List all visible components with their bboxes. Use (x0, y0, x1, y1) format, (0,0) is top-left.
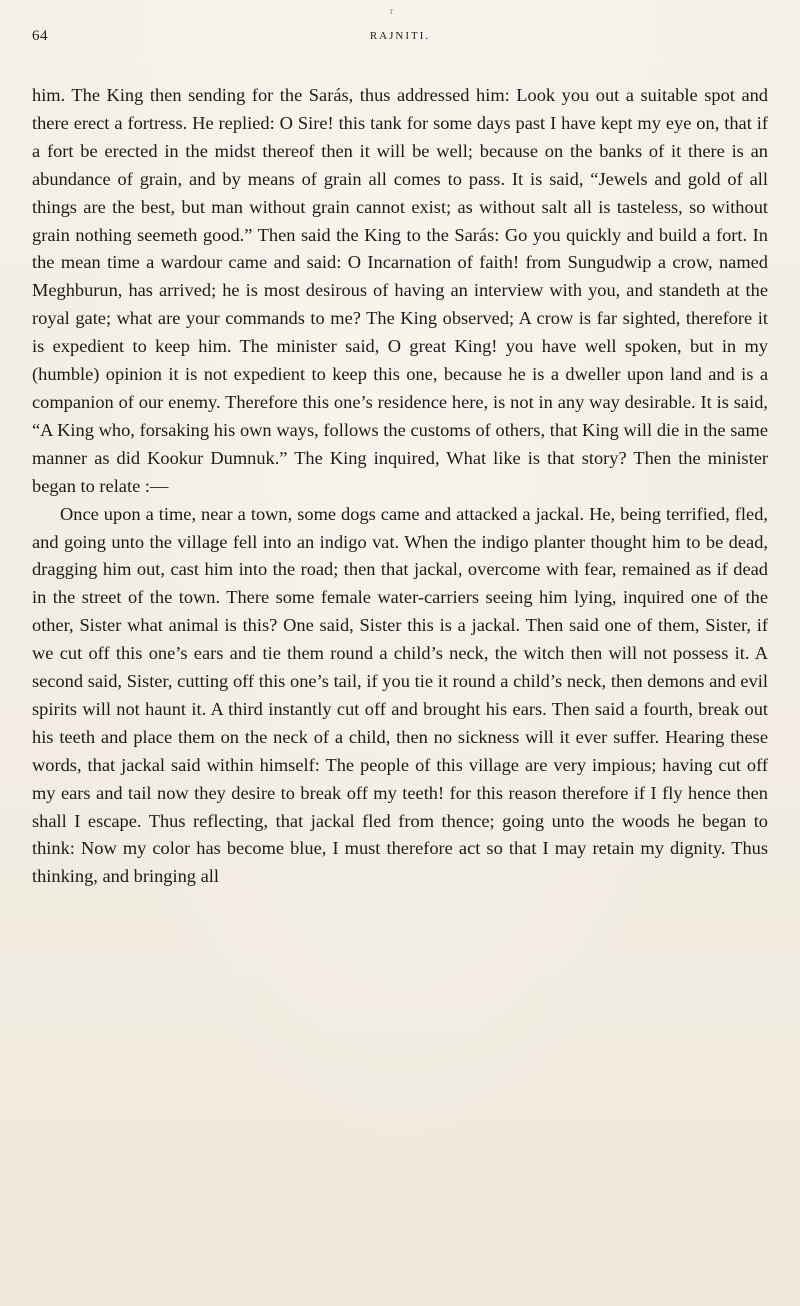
page-mark: r (390, 6, 394, 17)
body-text (32, 82, 768, 891)
paragraph-2: Once upon a time, near a town, some dogs came and attacked a jackal. He, being terrified, fled, and going unto the village fell into an indigo vat. When the indigo planter thought him to be dead, dragging him out, cast him into the road; then that jackal, overcome with fear, remained as if dead in the street of the town. There some female water-carriers seeing him lying, inquired one of the other, Sister what animal is this? One said, Sister this is a jackal. Then said one of them, Sister, if we cut off this one’s ears and tie them round a child’s neck, the witch then will not possess it. A second said, Sister, cutting off this one’s tail, if you tie it round a child’s neck, then demons and evil spirits will not haunt it. A third instantly cut off and brought his ears. Then said a fourth, break out his teeth and place them on the neck of a child, then no sickness will it ever suffer. Hearing these words, that jackal said within himself: The people of this village are very impious; having cut off my ears and tail now they desire to break off my teeth! for this reason therefore if I fly hence then shall I escape. Thus reflecting, that jackal fled from thence; going unto the woods he began to think: Now my color has become blue, I must therefore act so that I may retain my dignity. Thus thinking, and bringing all (32, 503, 768, 887)
page-number: 64 (32, 28, 48, 44)
running-head: RAJNITI. (369, 30, 431, 42)
paragraph-1: him. The King then sending for the Sarás, thus addressed him: Look you out a suitable spot and there erect a fortress. He replied: O Sire! this tank for some days past I have kept my eye on, that if a fort be erected in the midst thereof then it will be well; because on the banks of it there is an abundance of grain, and by means of grain all comes to pass. It is said, “Jewels and gold of all things are the best, but man without grain cannot exist; as without salt all is tasteless, so without grain nothing seemeth good.” Then said the King to the Sarás: Go you quickly and build a fort. In the mean time a wardour came and said: O Incarnation of faith! from Sungudwip a crow, named Meghburun, has arrived; he is most desirous of having an interview with you, and standeth at the royal gate; what are your commands to me? The King observed; A crow is far sighted, therefore it is expedient to keep him. The minister said, O great King! you have well spoken, but in my (humble) opinion it is not expedient to keep this one, because he is a dweller upon land and is a companion of our enemy. Therefore this one’s residence here, is not in any way desirable. It is said, “A King who, forsaking his own ways, follows the customs of others, that King will die in the same manner as did Kookur Dumnuk.” The King inquired, What like is that story? Then the minister began to relate :— (32, 85, 768, 496)
